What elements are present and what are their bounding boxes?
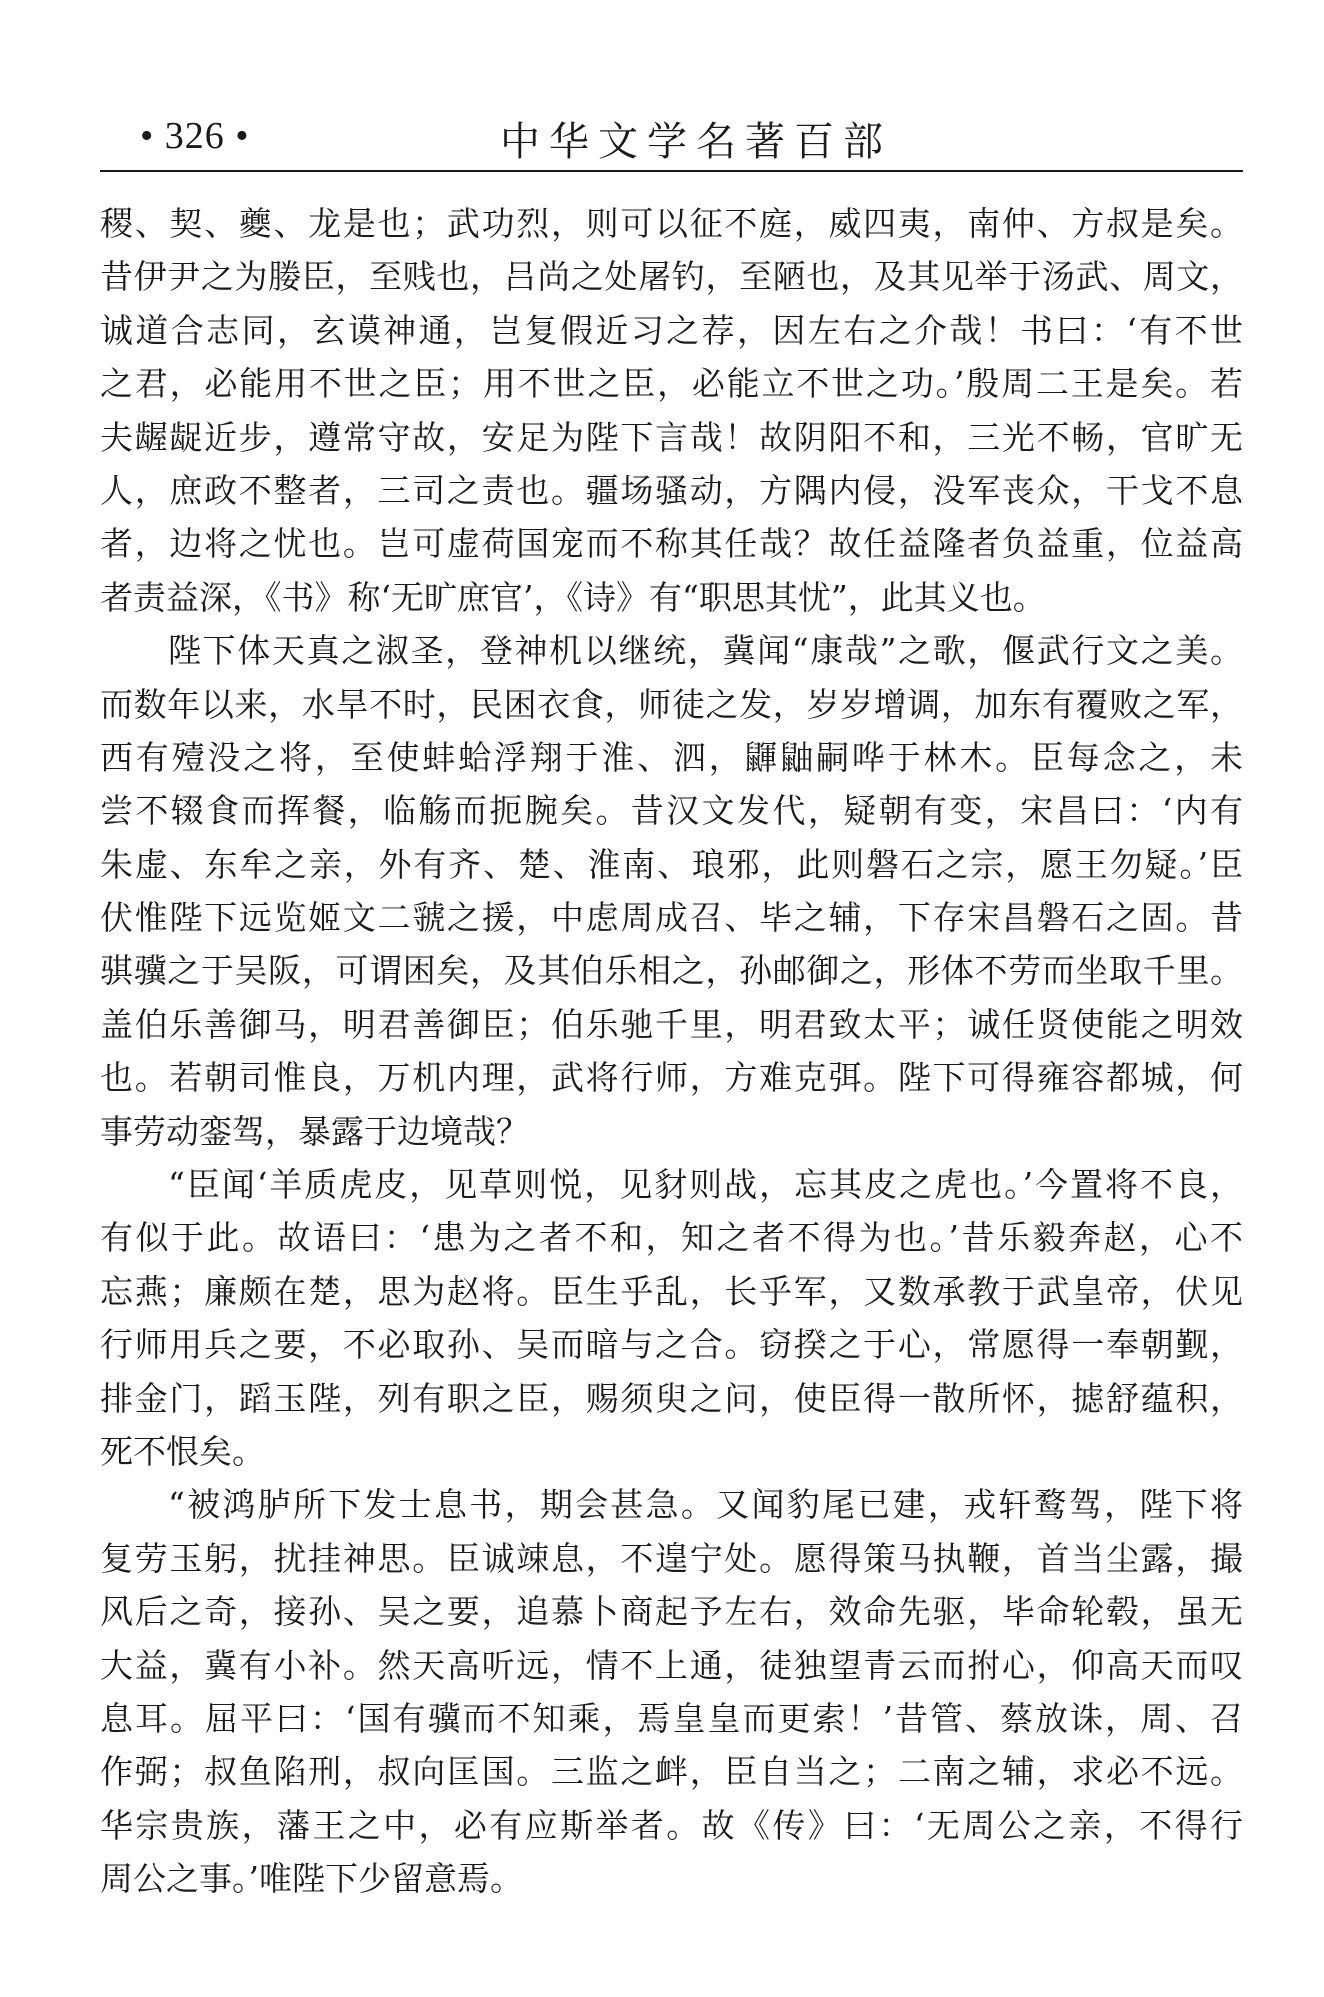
- text-line: 大益，冀有小补。然天高听远，情不上通，徒独望青云而拊心，仰高天而叹: [100, 1645, 1243, 1685]
- text-line: 死不恨矣。: [100, 1431, 265, 1471]
- text-line: 而数年以来，水旱不时，民困衣食，师徒之发，岁岁增调，加东有覆败之军，: [100, 684, 1243, 724]
- paragraph: [100, 197, 1243, 624]
- text-line: 尝不辍食而挥餐，临觞而扼腕矣。昔汉文发代，疑朝有变，宋昌曰：‘内有: [100, 791, 1243, 831]
- text-line: 者，边将之忧也。岂可虚荷国宠而不称其任哉？故任益隆者负益重，位益高: [100, 524, 1243, 564]
- text-line: 也。若朝司惟良，万机内理，武将行师，方难克弭。陛下可得雍容都城，何: [100, 1058, 1243, 1098]
- text-line: 之君，必能用不世之臣；用不世之臣，必能立不世之功。’殷周二王是矣。若: [100, 364, 1243, 404]
- page-header: [100, 100, 1243, 172]
- text-line: 息耳。屈平曰：‘国有骥而不知乘，焉皇皇而更索！’昔管、蔡放诛，周、召: [100, 1698, 1243, 1738]
- text-line: 行师用兵之要，不必取孙、吴而暗与之合。窃揆之于心，常愿得一奉朝觐，: [100, 1325, 1243, 1365]
- text-line: 朱虚、东牟之亲，外有齐、楚、淮南、琅邪，此则磐石之宗，愿王勿疑。’臣: [100, 844, 1243, 884]
- text-line: 骐骥之于吴阪，可谓困矣，及其伯乐相之，孙邮御之，形体不劳而坐取千里。: [100, 951, 1243, 991]
- text-line: “被鸿胪所下发士息书，期会甚急。又闻豹尾已建，戎轩鹜驾，陛下将: [168, 1485, 1243, 1525]
- text-line: 西有殪没之将，至使蚌蛤浮翔于淮、泗，鼲鼬嗣哗于林木。臣每念之，未: [100, 737, 1243, 777]
- text-line: 事劳动銮驾，暴露于边境哉？: [100, 1111, 529, 1151]
- text-line: 忘燕；廉颇在楚，思为赵将。臣生乎乱，长乎军，又数承教于武皇帝，伏见: [100, 1271, 1243, 1311]
- text-line: 人，庶政不整者，三司之责也。疆场骚动，方隅内侵，没军丧众，干戈不息: [100, 470, 1243, 510]
- text-line: 复劳玉躬，扰挂神思。臣诚竦息，不遑宁处。愿得策马执鞭，首当尘露，撮: [100, 1538, 1243, 1578]
- header-rule: [100, 170, 1243, 172]
- paragraph: [100, 1478, 1243, 1905]
- text-line: 华宗贵族，藩王之中，必有应斯举者。故《传》曰：‘无周公之亲，不得行: [100, 1805, 1243, 1845]
- text-line: 夫龌龊近步，遵常守故，安足为陛下言哉！故阴阳不和，三光不畅，官旷无: [100, 417, 1243, 457]
- text-line: 排金门，蹈玉陛，列有职之臣，赐须臾之问，使臣得一散所怀，摅舒蕴积，: [100, 1378, 1243, 1418]
- text-line: 有似于此。故语曰：‘患为之者不和，知之者不得为也。’昔乐毅奔赵，心不: [100, 1218, 1243, 1258]
- text-line: 诚道合志同，玄谟神通，岂复假近习之荐，因左右之介哉！书曰：‘有不世: [100, 310, 1243, 350]
- text-line: “臣闻‘羊质虎皮，见草则悦，见豺则战，忘其皮之虎也。’今置将不良，: [168, 1165, 1243, 1205]
- text-line: 作弼；叔鱼陷刑，叔向匡国。三监之衅，臣自当之；二南之辅，求必不远。: [100, 1752, 1243, 1792]
- running-title: 中华文学名著百部: [500, 119, 892, 165]
- text-line: 稷、契、夔、龙是也；武功烈，则可以征不庭，威四夷，南仲、方叔是矣。: [100, 204, 1243, 243]
- paragraph: [100, 1158, 1243, 1478]
- text-line: 盖伯乐善御马，明君善御臣；伯乐驰千里，明君致太平；诚任贤使能之明效: [100, 1004, 1243, 1044]
- text-line: 陛下体天真之淑圣，登神机以继统，冀闻“康哉”之歌，偃武行文之美。: [168, 631, 1243, 671]
- page-number: • 326 •: [140, 115, 250, 157]
- text-line: 周公之事。’唯陛下少留意焉。: [100, 1859, 523, 1899]
- text-line: 昔伊尹之为媵臣，至贱也，吕尚之处屠钓，至陋也，及其见举于汤武、周文，: [100, 257, 1243, 297]
- paragraph: [100, 624, 1243, 1158]
- body-text: [100, 197, 1243, 1906]
- text-line: 伏惟陛下远览姬文二虢之援，中虑周成召、毕之辅，下存宋昌磐石之固。昔: [100, 898, 1243, 938]
- text-line: 者责益深，《书》称‘无旷庶官’，《诗》有“职思其忧”，此其义也。: [100, 577, 1046, 617]
- text-line: 风后之奇，接孙、吴之要，追慕卜商起予左右，效命先驱，毕命轮毂，虽无: [100, 1592, 1243, 1632]
